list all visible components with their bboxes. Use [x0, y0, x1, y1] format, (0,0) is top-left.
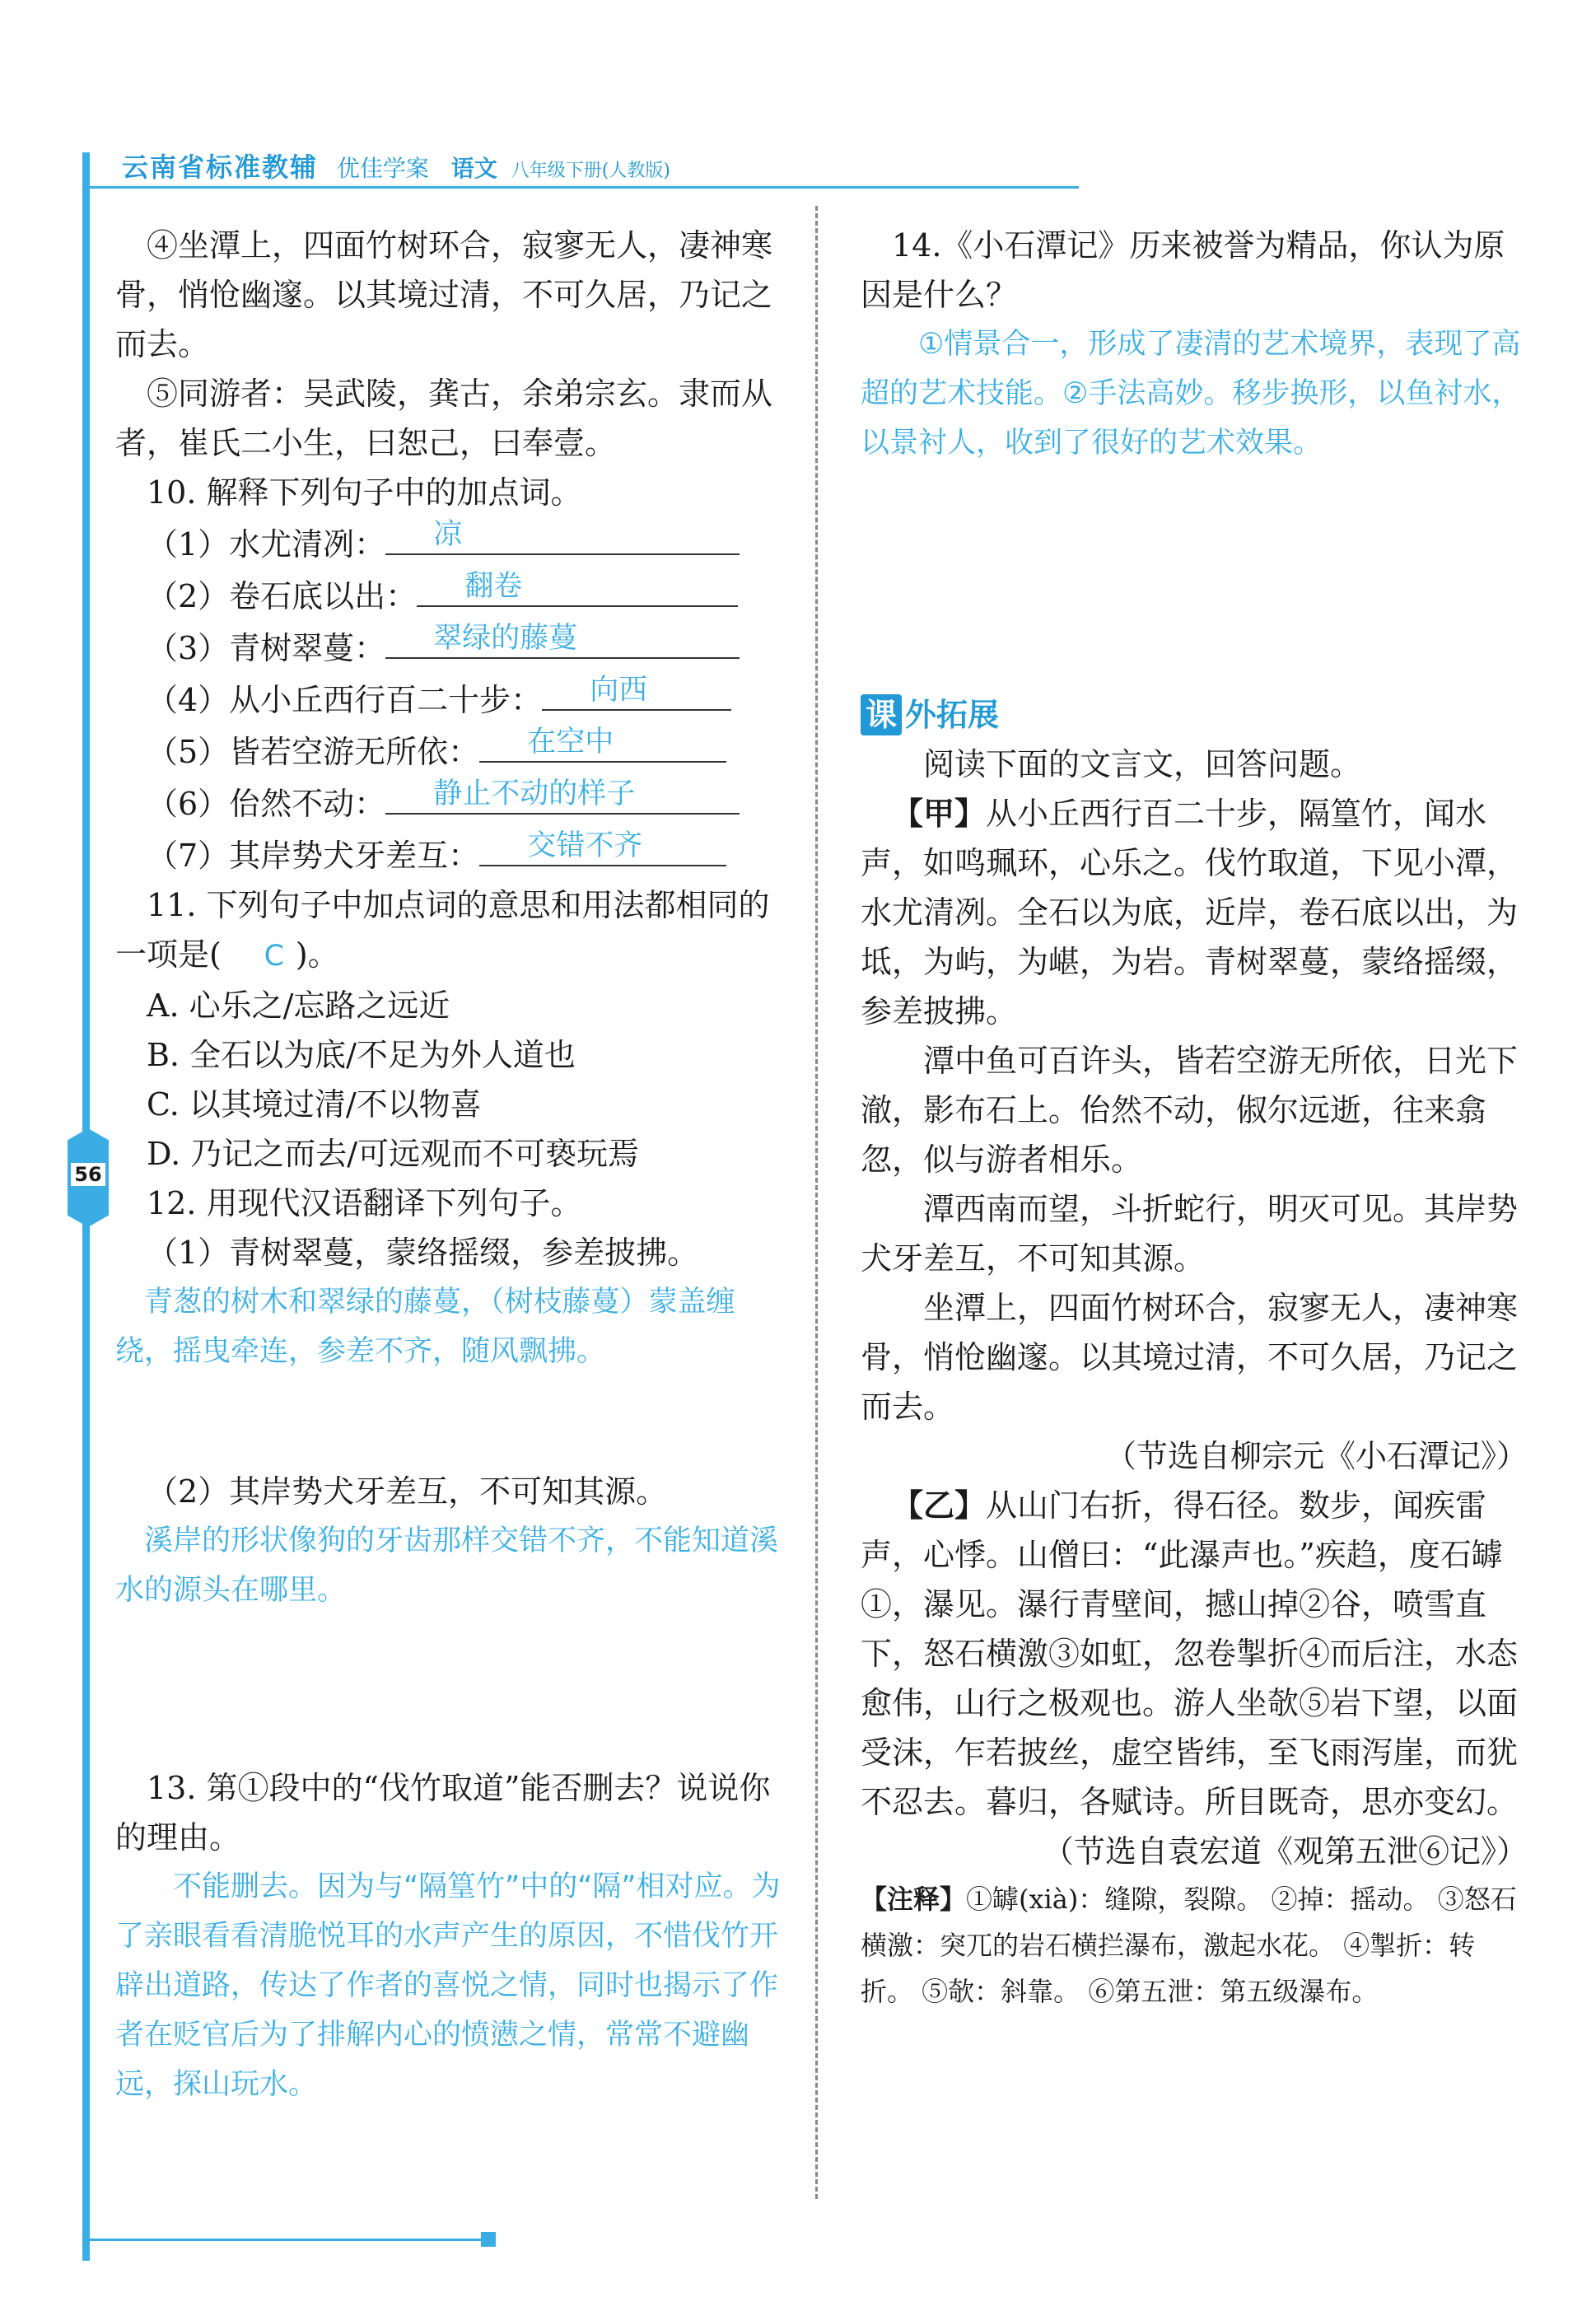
jia-para-1: 【甲】从小丘西行百二十步，隔篁竹，闻水声，如鸣珮环，心乐之。伐竹取道，下见小潭，水尤清冽。全石以为底，近岸，卷石底以出，为坻，为屿，为嵁，为岩。青树翠蔓，蒙络摇缀，参差披拂。 — [861, 795, 1519, 1029]
q10-answer: 凉 — [433, 518, 463, 551]
footer-square — [481, 2232, 496, 2247]
passage-para-5: ⑤同游者：吴武陵，龚古，余弟宗玄。隶而从者，崔氏二小生，曰恕己，曰奉壹。 — [115, 376, 773, 461]
page-number: 56 — [71, 1163, 105, 1186]
series-name: 云南省标准教辅 — [122, 152, 319, 183]
q10-answer: 翠绿的藤蔓 — [433, 622, 578, 655]
q10-answer: 静止不动的样子 — [433, 777, 636, 810]
left-column — [115, 221, 782, 2109]
q11-option: B. 全石以为底/不足为外人道也 — [147, 1037, 576, 1073]
passage-para-4: ④坐潭上，四面竹树环合，寂寥无人，凄神寒骨，悄怆幽邃。以其境过清，不可久居，乃记之而去。 — [115, 227, 773, 362]
yi-label: 【乙】 — [892, 1487, 987, 1524]
q10-answer: 在空中 — [527, 726, 614, 759]
answer-blank — [385, 517, 740, 555]
jia-source: （节选自柳宗元《小石潭记》） — [1104, 1438, 1528, 1474]
q13-answer: 不能删去。因为与“隔篁竹”中的“隔”相对应。为了亲眼看看清脆悦耳的水声产生的原因，不惜伐竹开辟出道路，传达了作者的喜悦之情，同时也揭示了作者在贬官后为了排解内心的愤懑之情，常常不避幽远，探山玩水。 — [115, 1870, 781, 2101]
answer-blank — [385, 777, 740, 815]
right-column — [861, 221, 1528, 2015]
q10-answer: 向西 — [590, 674, 648, 707]
q10-item: （7）其岸势犬牙差互： 交错不齐 — [115, 829, 782, 880]
subject-label: 语文 — [450, 155, 497, 182]
q10-item: （3）青树翠蔓： 翠绿的藤蔓 — [115, 621, 782, 673]
q12-stem: 12. 用现代汉语翻译下列句子。 — [147, 1185, 582, 1221]
q13-stem: 13. 第①段中的“伐竹取道”能否删去？说说你的理由。 — [115, 1770, 771, 1856]
header-text — [122, 147, 670, 184]
section-title — [861, 690, 1528, 740]
yi-para: 【乙】从山门右折，得石径。数步，闻疾雷声，心悸。山僧曰：“此瀑声也。”疾趋，度石罅①，瀑见。瀑行青壁间，撼山掉②谷，喷雪直下，怒石横激③如虹，忽卷掣折④而后注，水态愈伟，山行之极观也。游人坐欹⑤岩下望，以面受沫，乍若披丝，虚空皆纬，至飞雨泻崖，而犹不忍去。暮归，各赋诗。所目既奇，思亦变幻。 — [861, 1487, 1519, 1820]
note-label: 【注释】 — [861, 1884, 967, 1915]
q11-option: C. 以其境过清/不以物喜 — [147, 1086, 482, 1123]
q10-item: （1）水尤清冽： 凉 — [115, 517, 782, 569]
yi-source: （节选自袁宏道《观第五泄⑥记》） — [1042, 1833, 1528, 1870]
jia-para-4: 坐潭上，四面竹树环合，寂寥无人，凄神寒骨，悄怆幽邃。以其境过清，不可久居，乃记之而去。 — [861, 1290, 1519, 1425]
q14-answer: ①情景合一，形成了凄清的艺术境界，表现了高超的艺术技能。②手法高妙。移步换形，以鱼衬水，以景衬人，收到了很好的艺术效果。 — [861, 328, 1521, 460]
q10-item: （4）从小丘西行百二十步： 向西 — [115, 673, 782, 725]
footer-rule — [86, 2239, 490, 2241]
jia-label: 【甲】 — [892, 795, 987, 832]
q11-stem: 11. 下列句子中加点词的意思和用法都相同的一项是( C )。 — [115, 880, 782, 981]
q11-option: A. 心乐之/忘路之远近 — [147, 987, 450, 1024]
q11-option: D. 乃记之而去/可远观而不可亵玩焉 — [147, 1136, 640, 1172]
q10-item: （2）卷石底以出： 翻卷 — [115, 569, 782, 621]
q12-answer-1: 青葱的树木和翠绿的藤蔓，（树枝藤蔓）蒙盖缠绕，摇曳牵连，参差不齐，随风飘拂。 — [115, 1286, 735, 1368]
q10-item: （6）佁然不动： 静止不动的样子 — [115, 777, 782, 829]
q10-item: （5）皆若空游无所依： 在空中 — [115, 725, 782, 777]
answer-blank — [385, 621, 740, 659]
answer-blank — [542, 673, 731, 711]
answer-blank — [417, 569, 738, 607]
q10-answer: 交错不齐 — [527, 829, 643, 862]
q10-answer: 翻卷 — [464, 570, 523, 603]
header-rule — [82, 186, 1079, 189]
column-divider — [815, 206, 818, 2199]
lesson-icon: 课 — [861, 694, 902, 735]
section-title-text: 外拓展 — [905, 697, 1000, 733]
q10-stem: 10. 解释下列句子中的加点词。 — [147, 474, 582, 511]
q12-answer-2: 溪岸的形状像狗的牙齿那样交错不齐，不能知道溪水的源头在哪里。 — [115, 1524, 779, 1607]
answer-blank — [479, 829, 726, 866]
jia-para-2: 潭中鱼可百许头，皆若空游无所依，日光下澈，影布石上。佁然不动，俶尔远逝，往来翕忽，似与游者相乐。 — [861, 1043, 1519, 1178]
grade-label: 八年级下册(人教版) — [511, 161, 670, 181]
q12-sentence-2: （2）其岸势犬牙差互，不可知其源。 — [147, 1473, 668, 1510]
answer-blank — [479, 725, 726, 763]
page-header — [0, 0, 1596, 206]
annotation-notes: 【注释】①罅(xià)：缝隙，裂隙。 ②掉：摇动。 ③怒石横激：突兀的岩石横拦瀑布，激起水花。 ④掣折：转折。 ⑤欹：斜靠。 ⑥第五泄：第五级瀑布。 — [861, 1884, 1517, 2007]
q12-sentence-1: （1）青树翠蔓，蒙络摇缀，参差披拂。 — [147, 1235, 699, 1271]
q11-answer: C — [264, 940, 285, 973]
jia-para-3: 潭西南而望，斗折蛇行，明灭可见。其岸势犬牙差互，不可知其源。 — [861, 1191, 1519, 1277]
book-title: 优佳学案 — [336, 155, 429, 182]
reading-intro: 阅读下面的文言文，回答问题。 — [923, 746, 1362, 782]
q14-stem: 14.《小石潭记》历来被誉为精品，你认为原因是什么？ — [861, 227, 1505, 313]
